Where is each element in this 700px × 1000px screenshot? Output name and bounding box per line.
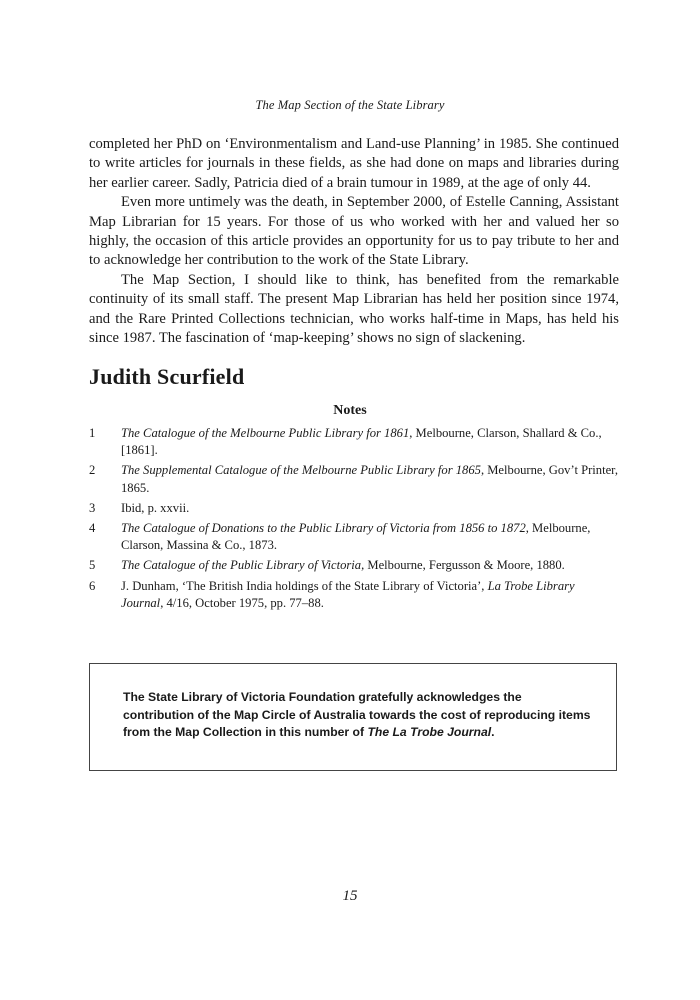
note-plain: Melbourne, Fergusson & Moore, 1880. xyxy=(364,558,565,573)
running-header: The Map Section of the State Library xyxy=(255,98,445,112)
note-number: 1 xyxy=(89,426,96,440)
notes-list xyxy=(89,425,619,615)
acknowledgement-text xyxy=(123,689,593,742)
body-paragraph: completed her PhD on ‘Environmentalism and Land-use Planning’ in 1985. She continued to write articles for journals in these fields, as she had done on maps and libraries during her earlier career. Sadly, Patricia died of a brain tumour in 1989, at the age of only 44. xyxy=(89,136,619,191)
note-title: The Supplemental Catalogue of the Melbourne Public Library for 1865 xyxy=(121,463,481,478)
note-text xyxy=(121,462,619,496)
note-number: 6 xyxy=(89,578,96,593)
note-plain: J. Dunham, ‘The British India holdings of the State Library of Victoria’, xyxy=(121,578,488,593)
note-plain: , Melbourne, Clarson, Shallard & Co., [1861]. xyxy=(121,426,602,458)
note-text xyxy=(121,557,619,574)
note-item xyxy=(89,557,619,574)
note-item xyxy=(89,500,619,517)
note-number: 4 xyxy=(89,521,96,536)
author-name: Judith Scurfield xyxy=(89,364,245,389)
note-text xyxy=(121,578,619,612)
body-paragraph: Even more untimely was the death, in September 2000, of Estelle Canning, Assistant Map Librarian for 15 years. For those of us who worked with her and valued her so highly, the occasion of this article provides an opportunity for us to pay tribute to her and to acknowledge her contribution to the work of the State Library. xyxy=(89,194,619,269)
note-text xyxy=(121,500,619,517)
note-item xyxy=(89,578,619,612)
note-text xyxy=(121,425,619,459)
article-body xyxy=(89,135,619,348)
note-item xyxy=(89,520,619,554)
notes-heading: Notes xyxy=(333,403,367,418)
note-plain: Ibid, p. xxvii. xyxy=(121,500,190,515)
note-number: 2 xyxy=(89,463,96,478)
note-title: The Catalogue of the Public Library of Victoria, xyxy=(121,558,365,573)
acknowledgement-box xyxy=(89,663,617,771)
note-text xyxy=(121,520,619,554)
note-number: 5 xyxy=(89,558,96,573)
note-plain: , Melbourne, Gov’t Printer, 1865. xyxy=(121,463,619,495)
note-title: The Catalogue of Donations to the Public Library of Victoria from 1856 to 1872 xyxy=(121,521,526,536)
body-paragraph: The Map Section, I should like to think, has benefited from the remarkable continuity of its small staff. The present Map Librarian has held her position since 1974, and the Rare Printed Collections technician, who works half-time in Maps, has held his since 1987. The fascination of ‘map-keeping’ shows no sign of slackening. xyxy=(89,271,619,347)
note-plain: , Melbourne, Clarson, Massina & Co., 1873. xyxy=(121,521,591,553)
acknowledgement-body: The State Library of Victoria Foundation gratefully acknowledges the contribution of the Map Circle of Australia towards the cost of reproducing items from the Map Collection in this number of xyxy=(123,690,591,739)
page-number: 15 xyxy=(342,888,358,904)
note-item xyxy=(89,425,619,459)
acknowledgement-end: . xyxy=(491,725,495,739)
note-title: The Catalogue of the Melbourne Public Library for 1861 xyxy=(121,426,410,440)
note-title: La Trobe Library Journal xyxy=(121,578,575,610)
note-number: 3 xyxy=(89,500,96,515)
journal-title: The La Trobe Journal xyxy=(367,725,492,739)
note-plain: , 4/16, October 1975, pp. 77–88. xyxy=(160,595,324,610)
note-item xyxy=(89,462,619,496)
